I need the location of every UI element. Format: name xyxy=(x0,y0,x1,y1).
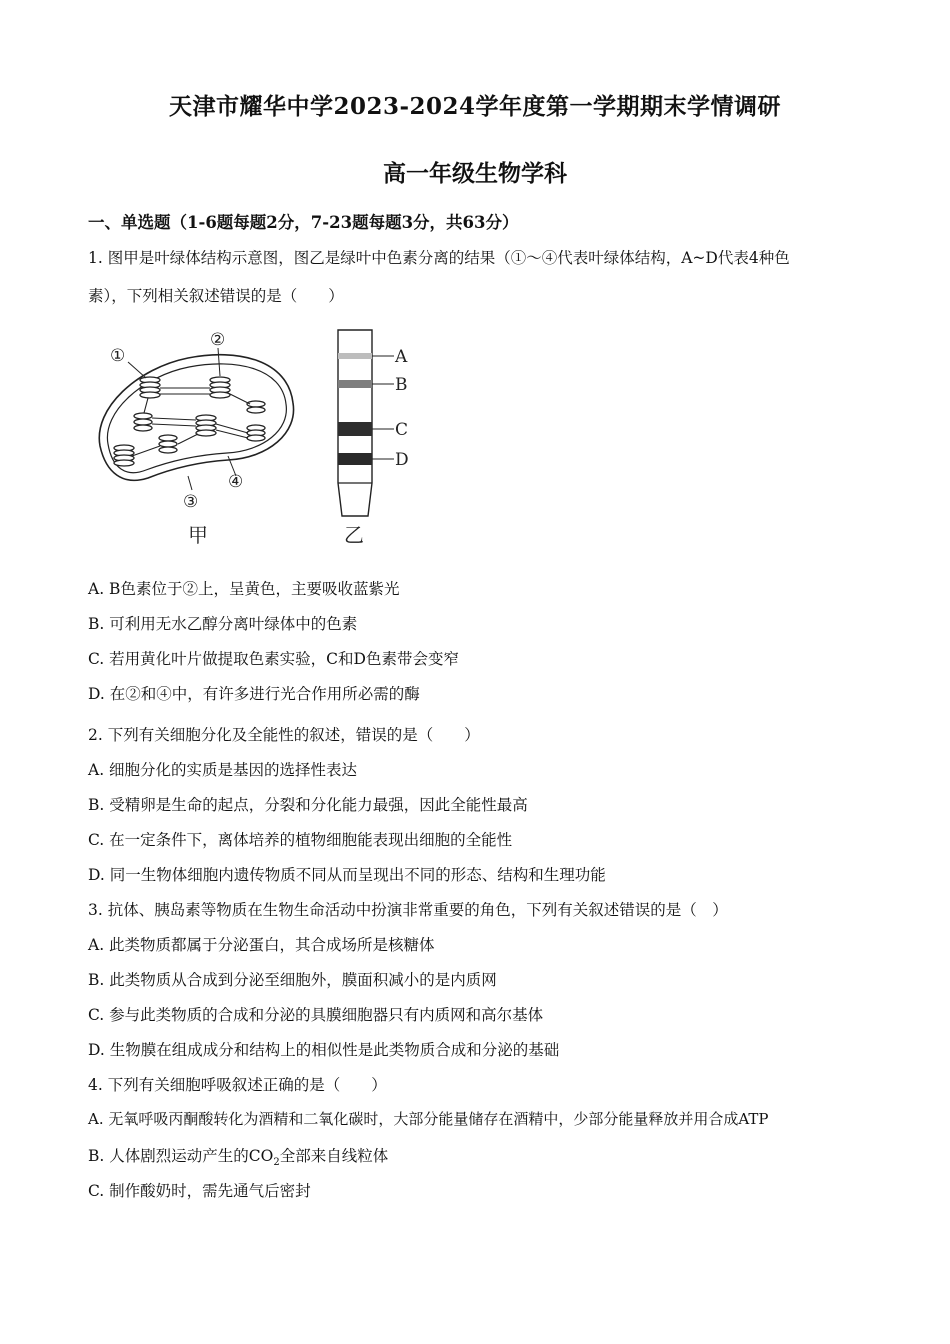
q1-option-a: A. B色素位于②上，呈黄色，主要吸收蓝紫光 xyxy=(88,580,400,598)
q4-option-b-text-end: 全部来自线粒体 xyxy=(279,1147,389,1165)
q1-stem-line1: 1. 图甲是叶绿体结构示意图，图乙是绿叶中色素分离的结果（①～④代表叶绿体结构，A~D代表4种色 xyxy=(88,249,790,267)
label-structure-2: ② xyxy=(210,330,226,350)
q3-option-d: D. 生物膜在组成成分和结构上的相似性是此类物质合成和分泌的基础 xyxy=(88,1041,560,1059)
granum xyxy=(210,377,230,398)
pigment-band-c xyxy=(338,422,372,436)
q2-option-c: C. 在一定条件下，离体培养的植物细胞能表现出细胞的全能性 xyxy=(88,831,513,849)
q4-stem: 4. 下列有关细胞呼吸叙述正确的是（ ） xyxy=(88,1076,387,1094)
section-heading: 一、单选题（1-6题每题2分，7-23题每题3分，共63分） xyxy=(88,213,519,232)
granum xyxy=(114,445,134,466)
q1-option-b: B. 可利用无水乙醇分离叶绿体中的色素 xyxy=(88,615,358,633)
chromatography-strip xyxy=(338,330,394,516)
q3-stem: 3. 抗体、胰岛素等物质在生物生命活动中扮演非常重要的角色，下列有关叙述错误的是（ ） xyxy=(88,901,728,919)
label-band-b: B xyxy=(395,375,408,395)
pigment-band-b xyxy=(338,380,372,388)
q4-option-b-subscript: 2 xyxy=(273,1157,280,1169)
label-structure-1: ① xyxy=(110,346,126,366)
q4-option-b xyxy=(88,1144,388,1168)
q1-option-c: C. 若用黄化叶片做提取色素实验，C和D色素带会变窄 xyxy=(88,650,459,668)
label-structure-3: ③ xyxy=(183,492,199,512)
q2-option-d: D. 同一生物体细胞内遗传物质不同从而呈现出不同的形态、结构和生理功能 xyxy=(88,866,606,884)
label-band-c: C xyxy=(395,420,409,440)
pigment-band-d xyxy=(338,453,372,465)
q4-option-b-text: B. 人体剧烈运动产生的CO xyxy=(88,1147,274,1165)
document-title: 天津市耀华中学2023-2024学年度第一学期期末学情调研 xyxy=(168,93,782,120)
document-subtitle: 高一年级生物学科 xyxy=(383,160,567,187)
chloroplast-figure xyxy=(88,318,448,558)
label-structure-4: ④ xyxy=(228,472,244,492)
granum xyxy=(140,377,160,398)
q2-option-b: B. 受精卵是生命的起点，分裂和分化能力最强，因此全能性最高 xyxy=(88,796,528,814)
granum xyxy=(247,401,265,413)
q3-option-b: B. 此类物质从合成到分泌至细胞外，膜面积减小的是内质网 xyxy=(88,971,497,989)
label-band-d: D xyxy=(395,450,409,470)
q4-option-c: C. 制作酸奶时，需先通气后密封 xyxy=(88,1182,311,1200)
label-jia: 甲 xyxy=(188,523,208,547)
q4-option-a: A. 无氧呼吸丙酮酸转化为酒精和二氧化碳时，大部分能量储存在酒精中，少部分能量释放并用合成ATP xyxy=(88,1110,769,1128)
q1-option-d: D. 在②和④中，有许多进行光合作用所必需的酶 xyxy=(88,685,420,703)
q3-option-a: A. 此类物质都属于分泌蛋白，其合成场所是核糖体 xyxy=(88,936,435,954)
q2-option-a: A. 细胞分化的实质是基因的选择性表达 xyxy=(88,761,358,779)
label-yi: 乙 xyxy=(344,523,364,547)
q3-option-c: C. 参与此类物质的合成和分泌的具膜细胞器只有内质网和高尔基体 xyxy=(88,1006,544,1024)
granum xyxy=(159,435,177,453)
granum xyxy=(196,415,216,436)
granum xyxy=(247,425,265,441)
q1-stem-line2: 素），下列相关叙述错误的是（ ） xyxy=(88,287,344,305)
granum xyxy=(134,413,152,431)
label-band-a: A xyxy=(395,347,408,367)
q1-figure xyxy=(88,318,448,558)
pigment-band-a xyxy=(338,353,372,359)
q2-stem: 2. 下列有关细胞分化及全能性的叙述，错误的是（ ） xyxy=(88,726,480,744)
